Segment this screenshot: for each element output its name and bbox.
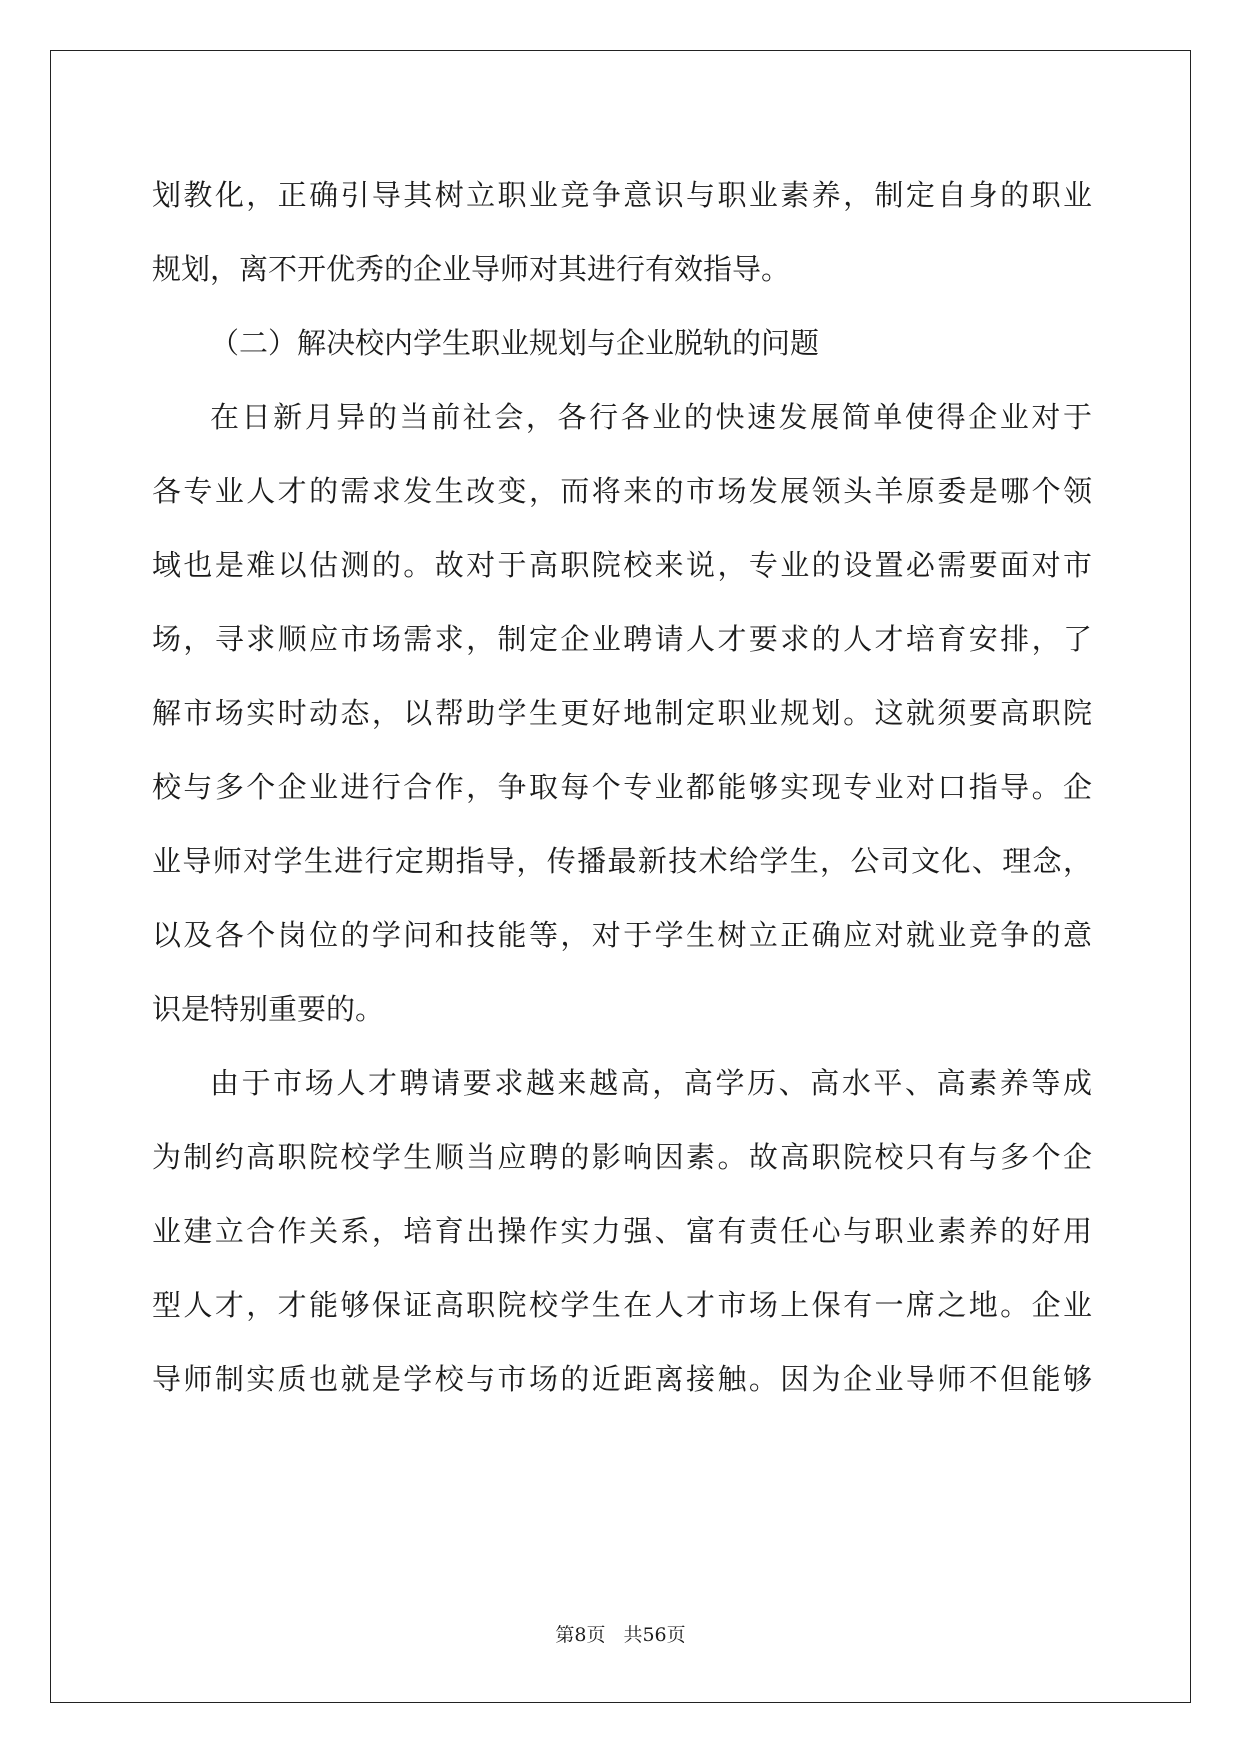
page-footer (0, 1620, 1241, 1647)
text-line: 规划，离不开优秀的企业导师对其进行有效指导。 (152, 252, 791, 286)
text-line: 型人才，才能够保证高职院校学生在人才市场上保有一席之地。企业 (152, 1288, 1092, 1322)
text-line: 导师制实质也就是学校与市场的近距离接触。因为企业导师不但能够 (152, 1362, 1092, 1396)
section-heading: （二）解决校内学生职业规划与企业脱轨的问题 (210, 326, 820, 360)
text-line: 解市场实时动态，以帮助学生更好地制定职业规划。这就须要高职院 (152, 696, 1092, 730)
text-line: 场，寻求顺应市场需求，制定企业聘请人才要求的人才培育安排，了 (152, 622, 1092, 656)
text-line: 各专业人才的需求发生改变，而将来的市场发展领头羊原委是哪个领 (152, 474, 1092, 508)
text-line: 以及各个岗位的学问和技能等，对于学生树立正确应对就业竞争的意 (152, 918, 1092, 952)
page-number: 第8页 (555, 1624, 606, 1646)
text-line: 识是特别重要的。 (152, 992, 385, 1026)
page-total: 共56页 (623, 1624, 686, 1646)
text-line: 业导师对学生进行定期指导，传播最新技术给学生，公司文化、理念， (152, 844, 1092, 878)
text-line: 域也是难以估测的。故对于高职院校来说，专业的设置必需要面对市 (152, 548, 1092, 582)
text-line: 由于市场人才聘请要求越来越高，高学历、高水平、高素养等成 (210, 1066, 1092, 1100)
text-line: 在日新月异的当前社会，各行各业的快速发展简单使得企业对于 (210, 400, 1092, 434)
text-line: 业建立合作关系，培育出操作实力强、富有责任心与职业素养的好用 (152, 1214, 1092, 1248)
text-line: 为制约高职院校学生顺当应聘的影响因素。故高职院校只有与多个企 (152, 1140, 1092, 1174)
text-line: 校与多个企业进行合作，争取每个专业都能够实现专业对口指导。企 (152, 770, 1092, 804)
document-body (152, 158, 1092, 1416)
text-line: 划教化，正确引导其树立职业竞争意识与职业素养，制定自身的职业 (152, 178, 1092, 212)
